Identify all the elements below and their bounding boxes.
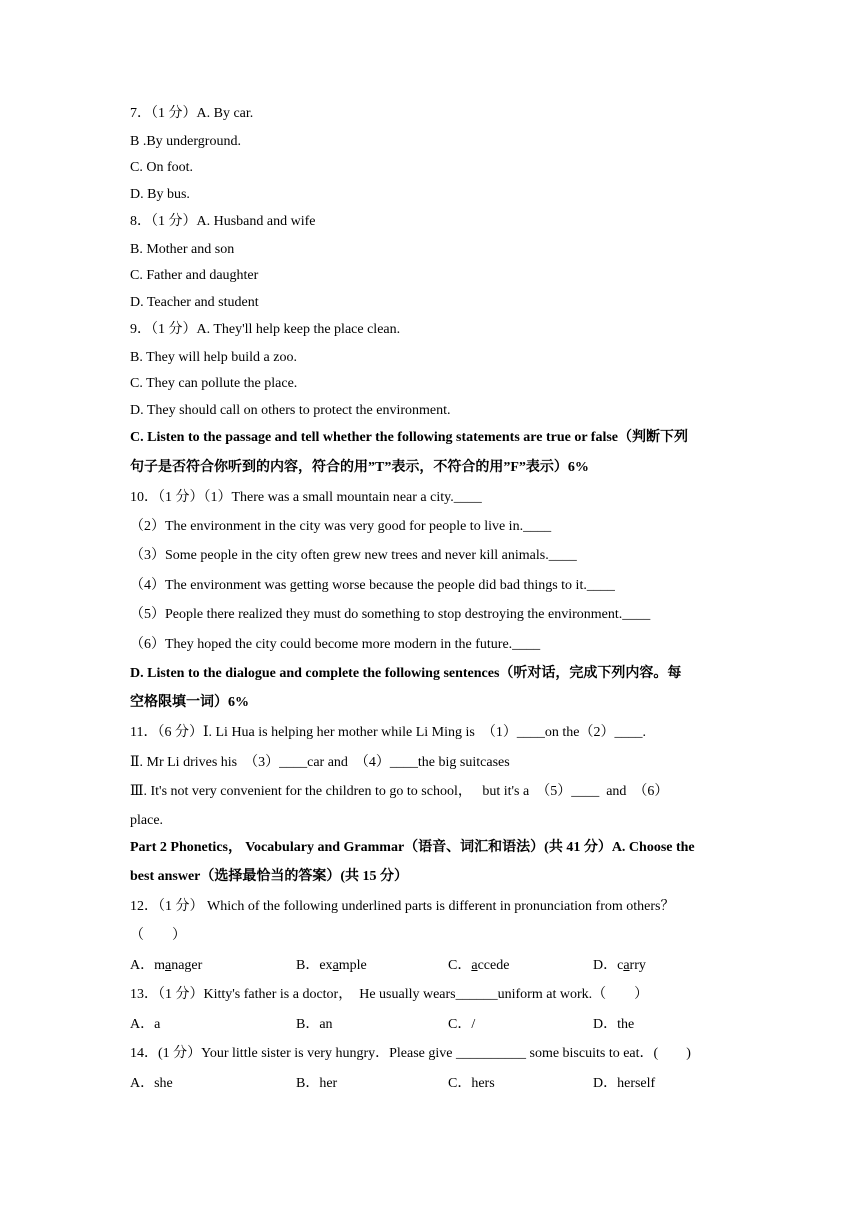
q14-option-b: B．her [296, 1076, 338, 1091]
q10-statement-6: （6）They hoped the city could become more modern in the future.____ [130, 637, 541, 652]
q10-statement-2: （2）The environment in the city was very good for people to live in.____ [130, 519, 552, 534]
q14-option-d: D．herself [593, 1076, 656, 1091]
section-c-heading-line1: C. Listen to the passage and tell whether the following statements are true or false（判断下列 [130, 430, 689, 445]
q13-stem: 13．（1 分）Kitty's father is a doctor， He usually wears______uniform at work.（ ） [130, 987, 649, 1002]
q11-sentence-4: place. [130, 813, 164, 828]
q12-option-d: D．carry [593, 958, 646, 973]
q14-option-c: C．hers [448, 1076, 495, 1091]
section-c-heading-line2: 句子是否符合你听到的内容，符合的用”T”表示，不符合的用”F”表示）6% [130, 460, 589, 475]
q7-option-d: D. By bus. [130, 187, 190, 202]
q11-sentence-1: 11．（6 分）Ⅰ. Li Hua is helping her mother while Li Ming is （1）____on the（2）____. [130, 725, 646, 740]
q13-option-b: B．an [296, 1017, 333, 1032]
q8-option-c: C. Father and daughter [130, 268, 259, 283]
q14-stem: 14．(1 分）Your little sister is very hungry．Please give __________ some biscuits to eat．( ) [130, 1046, 691, 1061]
q13-option-a: A．a [130, 1017, 161, 1032]
q8-option-d: D. Teacher and student [130, 295, 259, 310]
section-d-heading-line2: 空格限填一词）6% [130, 695, 249, 710]
q8-stem: 8．（1 分）A. Husband and wife [130, 214, 316, 229]
q13-option-c: C．/ [448, 1017, 476, 1032]
q10-statement-4: （4）The environment was getting worse because the people did bad things to it.____ [130, 578, 615, 593]
q7-option-b: B .By underground. [130, 134, 241, 149]
q10-statement-1: 10．（1 分）（1）There was a small mountain near a city.____ [130, 490, 482, 505]
q13-option-d: D．the [593, 1017, 635, 1032]
q7-option-c: C. On foot. [130, 160, 193, 175]
q14-option-a: A．she [130, 1076, 173, 1091]
q12-option-a: A．manager [130, 958, 203, 973]
q9-option-c: C. They can pollute the place. [130, 376, 298, 391]
q10-statement-5: （5）People there realized they must do something to stop destroying the environment.____ [130, 607, 651, 622]
section-d-heading-line1: D. Listen to the dialogue and complete the following sentences（听对话，完成下列内容。每 [130, 666, 682, 681]
q12-option-c: C．accede [448, 958, 510, 973]
q11-sentence-2: Ⅱ. Mr Li drives his （3）____car and （4）____the big suitcases [130, 755, 510, 770]
q12-stem-line2: （ ） [130, 928, 186, 943]
q12-stem-line1: 12．（1 分） Which of the following underlined parts is different in pronunciation from others？ [130, 899, 675, 914]
part2-heading-line1: Part 2 Phonetics， Vocabulary and Grammar（语音、词汇和语法）(共 41 分）A. Choose the [130, 840, 695, 855]
q8-option-b: B. Mother and son [130, 242, 235, 257]
q9-stem: 9．（1 分）A. They'll help keep the place clean. [130, 322, 401, 337]
q11-sentence-3: Ⅲ. It's not very convenient for the children to go to school， but it's a （5）____ and （6） [130, 784, 669, 799]
q9-option-b: B. They will help build a zoo. [130, 350, 297, 365]
q10-statement-3: （3）Some people in the city often grew new trees and never kill animals.____ [130, 548, 577, 563]
q12-option-b: B．example [296, 958, 367, 973]
q7-stem: 7．（1 分）A. By car. [130, 106, 254, 121]
part2-heading-line2: best answer（选择最恰当的答案）(共 15 分） [130, 869, 409, 884]
q9-option-d: D. They should call on others to protect the environment. [130, 403, 451, 418]
